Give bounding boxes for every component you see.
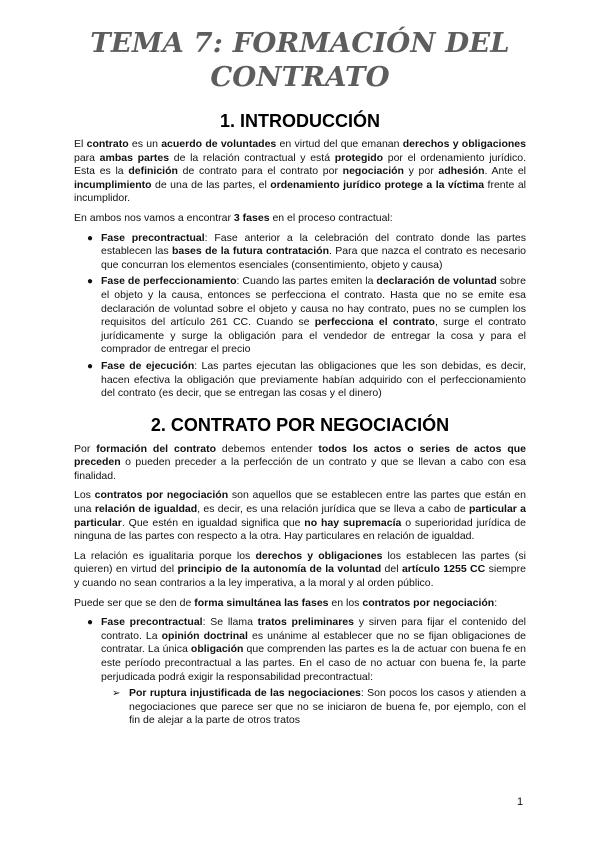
list-item: ● Fase de perfeccionamiento: Cuando las partes emiten la declaración de voluntad sobre el objeto y la causa, entonces se perfecciona el contrato. Hasta que no se emite esa declaración de voluntad sobre el objeto y causa no hay contrato, pues no se cumplen los requisitos del artículo 261 CC. Cuando se perfecciona el contrato, surge el contrato jurídicamente y surge la obligación para el vendedor de entregar la cosa y para el comprador de entregar el precio [87, 275, 527, 356]
paragraph: Puede ser que se den de forma simultánea las fases en los contratos por negociación: [74, 596, 498, 609]
paragraph: Por formación del contrato debemos entender todos los actos o series de actos que preceden o pueden preceder a la perfección de un contrato y que se llevan a cabo con esa finalidad. [74, 442, 526, 482]
bullet-list [74, 232, 526, 401]
document-title [74, 26, 526, 94]
title-line-1: TEMA 7: FORMACIÓN DEL [90, 27, 510, 59]
sub-list-item: ➢ Por ruptura injustificada de las negociaciones: Son pocos los casos y atienden a negociaciones que parece ser que no se iniciaron de buena fe, por ejemplo, con el fin de alejar a la parte de otros tratos [112, 687, 526, 727]
section-heading-contrato-negociacion: 2. CONTRATO POR NEGOCIACIÓN [150, 414, 450, 435]
bullet-list [74, 616, 526, 728]
bullet-icon: ● [87, 276, 94, 288]
paragraph: Los contratos por negociación son aquellos que se establecen entre las partes que están en una relación de igualdad, es decir, es una relación jurídica que se lleva a cabo de particular a particular. Que estén en igualdad significa que no hay supremacía o superioridad jurídica de ninguna de las partes con respecto a la otra. Hay particulares en relación de igualdad. [74, 489, 527, 543]
section-heading-introduccion: 1. INTRODUCCIÓN [219, 111, 380, 131]
bullet-icon: ● [87, 360, 94, 372]
title-line-2: CONTRATO [210, 61, 390, 93]
arrow-bullet-icon: ➢ [112, 688, 121, 700]
paragraph: La relación es igualitaria porque los derechos y obligaciones los establecen las partes (si quieren) en virtud del principio de la autonomía de la voluntad del artículo 1255 CC siempre y cuando no sean contrarios a la ley imperativa, a la moral y al orden público. [74, 549, 527, 590]
paragraph: El contrato es un acuerdo de voluntades en virtud del que emanan derechos y obligaciones para ambas partes de la relación contractual y está protegido por el ordenamiento jurídico. Esta es la definición de contrato para el contrato por negociación y por adhesión. Ante el incumplimiento de una de las partes, el ordenamiento jurídico protege a la víctima frente al incumplidor. [74, 138, 527, 205]
page-number: 1 [517, 796, 524, 808]
paragraph: En ambos nos vamos a encontrar 3 fases en el proceso contractual: [74, 211, 393, 224]
bullet-icon: ● [87, 232, 94, 244]
list-item: ● Fase precontractual: Fase anterior a la celebración del contrato donde las partes establecen las bases de la futura contratación. Para que nazca el contrato es necesario que concurran los elementos esenciales (consentimiento, objeto y causa) [87, 231, 526, 271]
list-item: ● Fase de ejecución: Las partes ejecutan las obligaciones que les son debidas, es decir, hacen efectiva la obligación que previamente habían adquirido con el perfeccionamiento del contrato (es decir, que se entregan las cosas y el dinero) [87, 359, 526, 400]
document-page [74, 26, 526, 734]
list-item: ● Fase precontractual: Se llama tratos preliminares y sirven para fijar el contenido del contrato. La opinión doctrinal es unánime al establecer que no se fijan obligaciones de contratar. La única obligación que comprenden las partes es la de actuar con buena fe en este período precontractual a las partes. En el caso de no actuar con buena fe, la parte perjudicada podrá exigir la responsabilidad precontractual: [87, 616, 526, 683]
bullet-icon: ● [87, 617, 94, 629]
